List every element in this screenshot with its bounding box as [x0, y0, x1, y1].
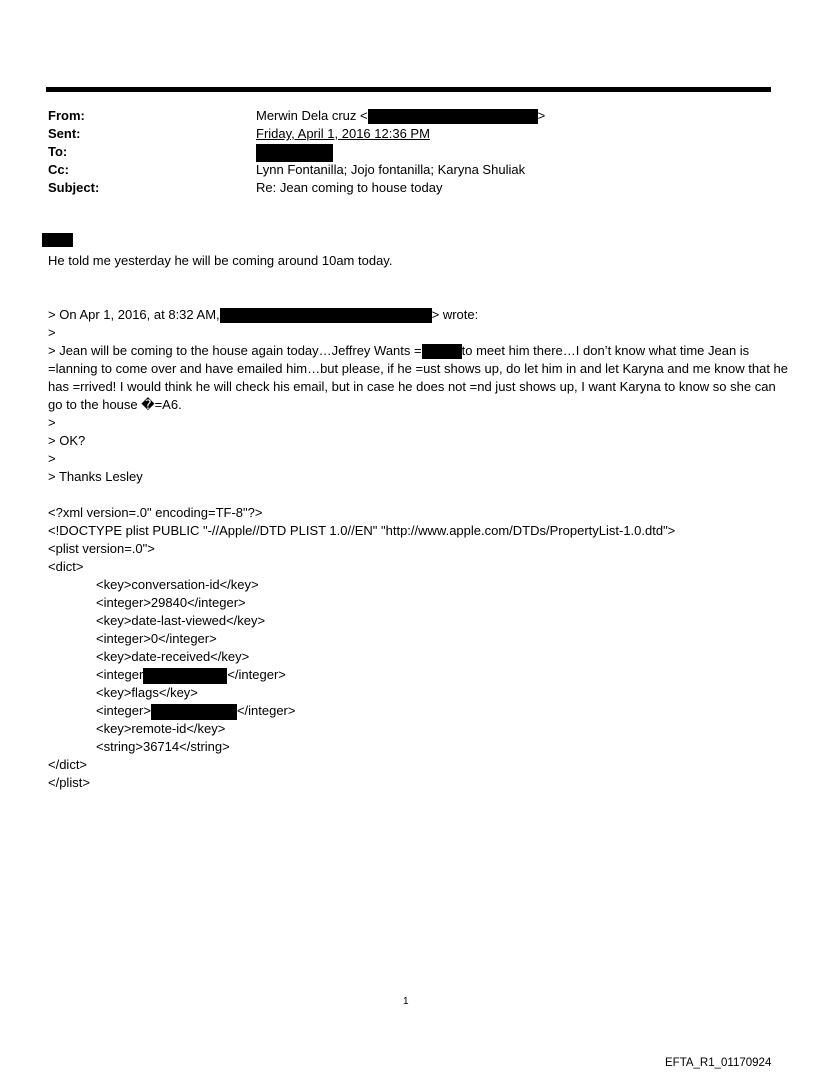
page-number: 1 [403, 996, 409, 1007]
sent-value: Friday, April 1, 2016 12:36 PM [256, 126, 430, 141]
dict-close: </dict> [48, 757, 88, 772]
quote-on-prefix: > On Apr 1, 2016, at 8:32 AM, [48, 307, 220, 322]
plist-key: <key>date-last-viewed</key> [96, 613, 266, 628]
plist-value-prefix: <integer> [96, 703, 151, 718]
redaction-block [151, 704, 237, 720]
to-label: To: [48, 144, 68, 159]
plist-value: <string>36714</string> [96, 739, 230, 754]
xml-declaration: <?xml version=.0" encoding=TF-8"?> [48, 505, 263, 520]
from-label: From: [48, 108, 85, 123]
quote-ok: > OK? [48, 433, 86, 448]
plist-close: </plist> [48, 775, 90, 790]
from-tail: > [537, 108, 546, 123]
subject-value: Re: Jean coming to house today [256, 180, 443, 195]
quote-blank: > [48, 451, 56, 466]
from-name: Merwin Dela cruz < [256, 108, 368, 123]
quote-blank: > [48, 325, 56, 340]
plist-key: <key>date-received</key> [96, 649, 250, 664]
xml-doctype: <!DOCTYPE plist PUBLIC "-//Apple//DTD PLIST 1.0//EN" "http://www.apple.com/DTDs/PropertyList-1.0.dtd"> [48, 523, 676, 538]
plist-key: <key>flags</key> [96, 685, 198, 700]
cc-label: Cc: [48, 162, 69, 177]
document-id: EFTA_R1_01170924 [665, 1057, 772, 1069]
plist-open: <plist version=.0"> [48, 541, 155, 556]
quote-thanks: > Thanks Lesley [48, 469, 143, 484]
redaction-block [422, 344, 462, 359]
from-value [256, 107, 545, 125]
sent-label: Sent: [48, 126, 81, 141]
redaction-block [256, 144, 333, 162]
plist-value [96, 702, 295, 720]
plist-value-prefix: <integer [96, 667, 144, 682]
quote-header [48, 306, 478, 324]
redaction-block [220, 308, 432, 323]
plist-value-suffix: </integer> [227, 667, 286, 682]
plist-value: <integer>29840</integer> [96, 595, 246, 610]
cc-value: Lynn Fontanilla; Jojo fontanilla; Karyna Shuliak [256, 162, 526, 177]
redaction-block [368, 109, 538, 124]
plist-key: <key>remote-id</key> [96, 721, 226, 736]
plist-value: <integer>0</integer> [96, 631, 217, 646]
quote-on-suffix: > wrote: [431, 307, 479, 322]
redaction-block [143, 668, 227, 684]
quote-paragraph [48, 342, 788, 414]
quote-blank: > [48, 415, 56, 430]
redaction-block [42, 233, 73, 247]
dict-open: <dict> [48, 559, 84, 574]
subject-label: Subject: [48, 180, 100, 195]
plist-value-suffix: </integer> [236, 703, 296, 718]
plist-value [96, 666, 286, 684]
to-value [256, 143, 333, 162]
header-rule [46, 87, 771, 92]
quote-para-b: to meet him there…I don’t know what time Jean is =lanning to come over and have emailed him…but please, if he =ust shows up, do let him in and let Karyna and me know that he has =rrived! I would think he will check his email, but in case he does not =nd just shows up, I want Karyna to know so she can go to the house �=A6. [48, 343, 788, 412]
quote-para-a: > Jean will be coming to the house again today…Jeffrey Wants = [48, 343, 422, 358]
reply-text: He told me yesterday he will be coming around 10am today. [48, 253, 393, 268]
plist-key: <key>conversation-id</key> [96, 577, 259, 592]
